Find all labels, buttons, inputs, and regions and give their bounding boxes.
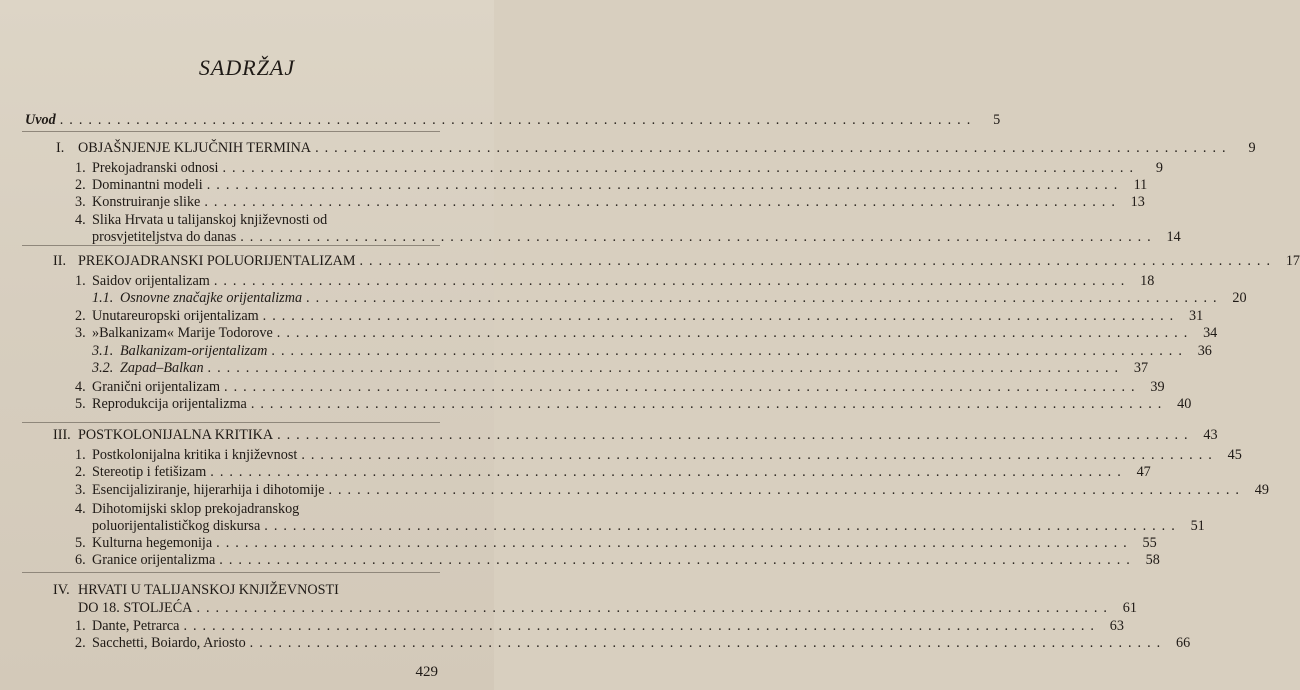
entry-title: poluorijentalističkog diskursa [92,518,261,534]
dot-leader: ................................................................................................ [271,343,1188,359]
entry-number: 5. [75,535,86,551]
entry-title: Dante, Petrarca [92,618,180,634]
entry-title: DO 18. STOLJEĆA [78,600,193,616]
section-divider [22,131,440,132]
dot-leader: ................................................................................................ [210,464,1127,480]
dot-leader: ................................................................................................ [219,552,1136,568]
entry-number: 5. [75,396,86,412]
dot-leader: ................................................................................................ [315,140,1232,156]
entry-page: 43 [1203,427,1218,443]
entry-page: 14 [1166,229,1181,245]
entry-number: 1. [75,447,86,463]
toc-entry[interactable] [75,323,1218,343]
entry-number: 3.1. [92,343,114,359]
dot-leader: ................................................................................................ [206,177,1124,193]
entry-page: 61 [1122,600,1137,616]
section-divider [22,572,440,573]
dot-leader: ................................................................................................ [276,325,1194,341]
entry-title: Uvod [25,112,56,128]
toc-entry[interactable] [92,227,1181,247]
entry-number: 2. [75,635,86,651]
entry-title: Postkolonijalna kritika i književnost [92,447,298,463]
entry-number: III. [53,427,71,443]
entry-page: 9 [1155,160,1163,176]
entry-title: Kulturna hegemonija [92,535,213,551]
entry-number: 6. [75,552,86,568]
dot-leader: ................................................................................................ [222,160,1139,176]
dot-leader: ................................................................................................ [196,600,1113,616]
entry-page: 20 [1232,290,1247,306]
toc-entry[interactable] [75,462,1151,482]
entry-page: 31 [1188,308,1204,324]
entry-title: Balkanizam-orijentalizam [120,343,268,359]
entry-number: 1. [75,160,86,176]
entry-number: 4. [75,212,86,228]
entry-page: 39 [1150,379,1165,395]
entry-page: 18 [1140,273,1155,289]
entry-title: »Balkanizam« Marije Todorove [92,325,273,341]
entry-page: 13 [1130,194,1145,210]
entry-title: PREKOJADRANSKI POLUORIJENTALIZAM [78,253,356,269]
entry-number: 4. [75,379,86,395]
entry-page: 37 [1133,360,1149,376]
dot-leader: ................................................................................................ [240,229,1157,245]
entry-page: 49 [1254,482,1269,498]
entry-number: 3. [75,482,86,498]
entry-page: 36 [1197,343,1212,359]
entry-number: 4. [75,501,86,517]
entry-title: prosvjetiteljstva do danas [92,229,237,245]
dot-leader: ................................................................................................ [213,273,1131,289]
toc-entry[interactable] [75,192,1145,212]
dot-leader: ................................................................................................ [224,379,1141,395]
entry-title: Sacchetti, Boiardo, Ariosto [92,635,246,651]
entry-title: Zapad–Balkan [120,360,204,376]
toc-entry[interactable] [25,110,1001,130]
dot-leader: ................................................................................................ [328,482,1245,498]
entry-page: 58 [1145,552,1160,568]
entry-page: 63 [1109,618,1124,634]
entry-number: I. [56,140,65,156]
toc-entry[interactable] [53,580,429,600]
dot-leader: ................................................................................................ [277,427,1194,443]
entry-number: 1. [75,618,86,634]
toc-entry[interactable] [92,358,1149,378]
entry-page: 5 [993,112,1001,128]
dot-leader: ................................................................................................ [301,447,1218,463]
entry-title: Dihotomijski sklop prekojadranskog [92,501,300,517]
entry-page: 11 [1133,177,1148,193]
toc-entry[interactable] [75,550,1160,570]
entry-title: Granice orijentalizma [92,552,216,568]
entry-title: Prekojadranski odnosi [92,160,219,176]
entry-page: 40 [1177,396,1192,412]
entry-page: 17 [1285,253,1300,269]
dot-leader: ................................................................................................ [183,618,1100,634]
dot-leader: ................................................................................................ [207,360,1125,376]
entry-number: 3. [75,194,86,210]
entry-page: 55 [1142,535,1157,551]
page-number: 429 [415,664,438,680]
entry-number: 2. [75,464,86,480]
dot-leader: ................................................................................................ [59,112,977,128]
entry-title: HRVATI U TALIJANSKOJ KNJIŽEVNOSTI [78,582,339,598]
entry-page: 51 [1190,518,1205,534]
entry-number: 1.1. [92,290,114,306]
entry-title: Dominantni modeli [92,177,203,193]
entry-title: Unutareuropski orijentalizam [92,308,259,324]
entry-title: Esencijaliziranje, hijerarhija i dihotomije [92,482,325,498]
entry-page: 34 [1203,325,1218,341]
dot-leader: ................................................................................................ [216,535,1133,551]
toc-entry[interactable] [78,598,1137,618]
toc-entry[interactable] [53,251,1300,271]
toc-entry[interactable] [75,480,1269,500]
entry-title: Granični orijentalizam [92,379,221,395]
toc-entry[interactable] [92,288,1247,308]
entry-title: Osnovne značajke orijentalizma [120,290,303,306]
dot-leader: ................................................................................................ [306,290,1223,306]
section-divider [22,422,440,423]
entry-number: 2. [75,177,86,193]
entry-title: Konstruiranje slike [92,194,201,210]
entry-number: IV. [53,582,70,598]
entry-title: Stereotip i fetišizam [92,464,207,480]
entry-page: 66 [1175,635,1191,651]
entry-title: Saidov orijentalizam [92,273,210,289]
page-title: SADRŽAJ [198,55,296,80]
toc-entry[interactable] [75,394,1192,414]
entry-number: II. [53,253,66,269]
entry-page: 9 [1248,140,1256,156]
entry-number: 1. [75,273,86,289]
toc-entry[interactable] [56,138,1256,158]
dot-leader: ................................................................................................ [249,635,1167,651]
entry-number: 2. [75,308,86,324]
toc-entry[interactable] [53,425,1218,445]
entry-number: 3. [75,325,86,341]
toc-entry[interactable] [75,633,1191,653]
entry-number: 3.2. [92,360,114,376]
dot-leader: ................................................................................................ [250,396,1168,412]
dot-leader: ................................................................................................ [262,308,1180,324]
entry-title: POSTKOLONIJALNA KRITIKA [78,427,274,443]
entry-title: OBJAŠNJENJE KLJUČNIH TERMINA [78,140,312,156]
dot-leader: ................................................................................................ [264,518,1181,534]
dot-leader: ................................................................................................ [204,194,1121,210]
entry-page: 45 [1227,447,1242,463]
entry-title: Slika Hrvata u talijanskoj književnosti od [92,212,328,228]
entry-page: 47 [1136,464,1151,480]
entry-title: Reprodukcija orijentalizma [92,396,247,412]
dot-leader: ................................................................................................ [359,253,1276,269]
